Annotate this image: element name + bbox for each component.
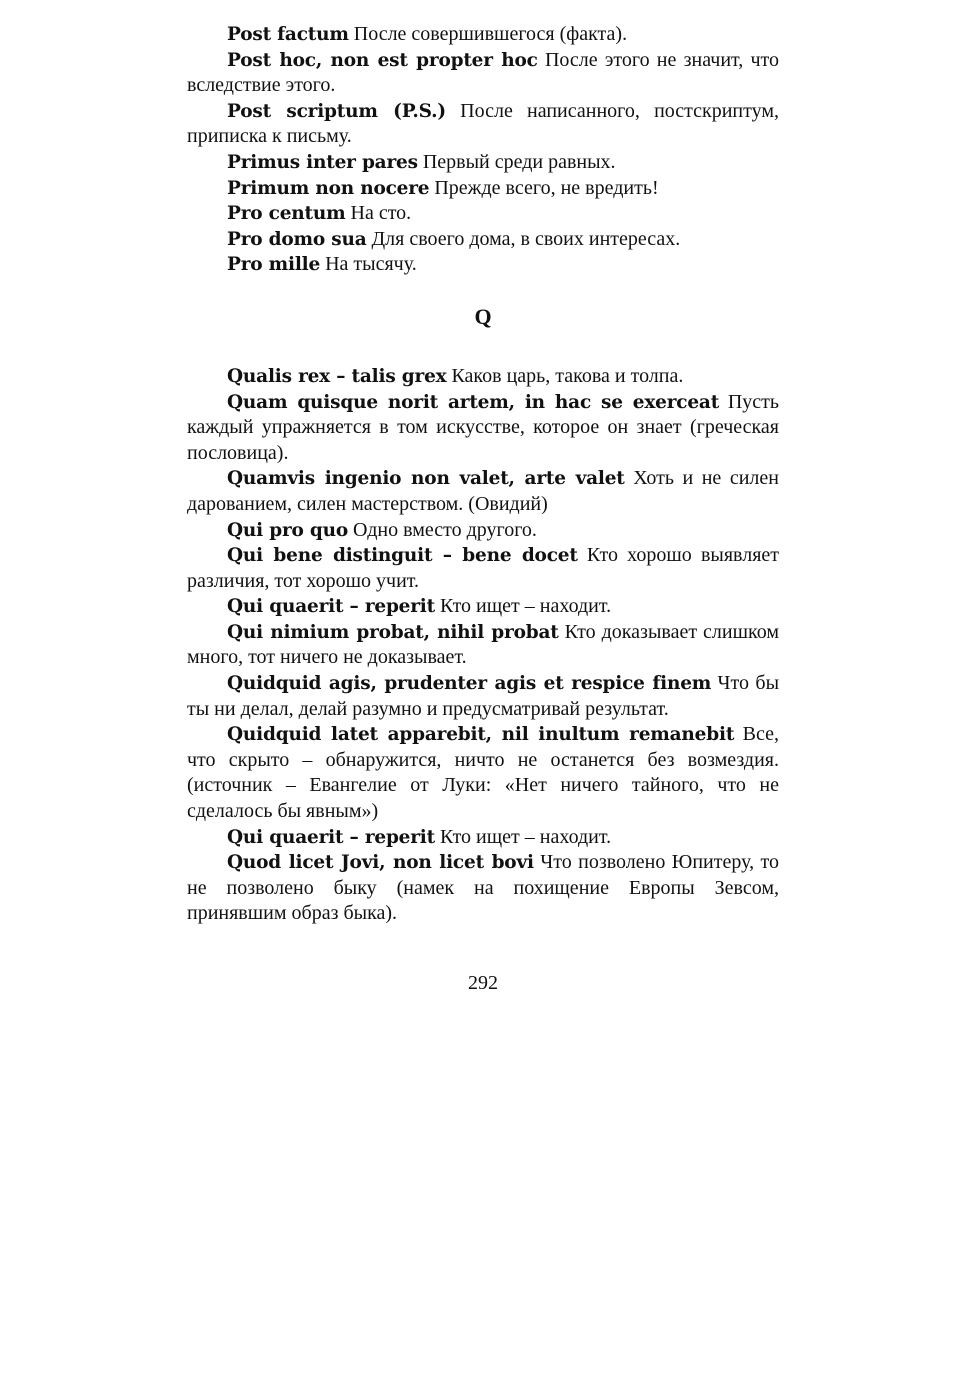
list-item: [187, 150, 779, 176]
entry-term: Qui quaerit – reperit: [227, 596, 435, 618]
list-item: [187, 722, 779, 824]
entry-definition: Кто доказывает слишком много, тот ничего не доказывает.: [187, 620, 779, 669]
entry-definition: Что позволено Юпитеру, то не позволено быку (намек на похищение Европы Зевсом, принявшим образ быка).: [187, 851, 779, 925]
entry-definition: Кто ищет – находит.: [439, 825, 612, 848]
entry-definition: Первый среди равных.: [422, 150, 616, 173]
page-content: [187, 22, 779, 927]
entry-term: Quamvis ingenio non valet, arte valet: [227, 468, 625, 490]
entry-definition: Кто хорошо выявляет различия, тот хорошо учит.: [187, 544, 780, 592]
entry-definition: Прежде всего, не вредить!: [434, 176, 659, 199]
entry-term: Qui bene distinguit – bene docet: [227, 545, 578, 567]
page-number: 292: [468, 972, 498, 994]
entry-term: Quidquid agis, prudenter agis et respice finem: [227, 673, 712, 695]
entry-term: Qui nimium probat, nihil probat: [227, 621, 559, 643]
list-item: [187, 22, 779, 48]
list-item: [187, 48, 779, 99]
list-item: [187, 364, 779, 390]
list-item: [187, 466, 779, 517]
list-item: [187, 671, 779, 722]
list-item: [187, 594, 779, 620]
entry-term: Post hoc, non est propter hoc: [227, 49, 538, 71]
entry-term: Pro domo sua: [227, 228, 367, 250]
entry-definition: Все, что скрыто – обнаружится, ничто не останется без возмездия. (источник – Евангелие от Луки: «Нет ничего тайного, что не сделалось бы явным»): [187, 723, 780, 823]
list-item: [187, 825, 779, 851]
entry-definition: Кто ищет – находит.: [439, 595, 612, 618]
entry-definition: После написанного, постскриптум, приписка к письму.: [187, 99, 779, 148]
list-item: [187, 620, 779, 671]
entry-definition: Что бы ты ни делал, делай разумно и предусматривай результат.: [187, 672, 780, 720]
entry-term: Post factum: [227, 24, 349, 45]
list-item: [187, 227, 779, 253]
entry-definition: Для своего дома, в своих интересах.: [371, 227, 681, 250]
entry-term: Pro centum: [227, 203, 346, 225]
entry-term: Qui pro quo: [227, 519, 349, 541]
entry-term: Primum non nocere: [227, 177, 430, 199]
entry-term: Qualis rex – talis grex: [227, 365, 447, 387]
entry-definition: Хоть и не силен дарованием, силен мастерством. (Овидий): [187, 467, 779, 515]
entry-definition: Каков царь, такова и толпа.: [451, 364, 684, 387]
entry-term: Pro mille: [227, 254, 321, 276]
list-item: [187, 252, 779, 278]
list-item: [187, 518, 779, 544]
entry-definition: На сто.: [350, 202, 412, 225]
list-item: [187, 176, 779, 202]
list-item: [187, 390, 779, 467]
section-heading: Q: [474, 303, 492, 329]
entry-definition: Одно вместо другого.: [353, 518, 537, 541]
entry-term: Quod licet Jovi, non licet bovi: [227, 852, 534, 874]
entry-definition: Пусть каждый упражняется в том искусстве, которое он знает (греческая пословица).: [187, 390, 779, 464]
list-item: [187, 99, 779, 150]
entry-term: Quam quisque norit artem, in hac se exerceat: [227, 391, 720, 413]
entry-definition: После этого не значит, что вследствие этого.: [187, 48, 780, 97]
entry-term: Qui quaerit – reperit: [227, 826, 435, 848]
list-item: [187, 201, 779, 227]
entry-term: Post scriptum (P.S.): [227, 100, 446, 122]
list-item: [187, 850, 779, 927]
entry-term: Quidquid latet apparebit, nil inultum remanebit: [227, 724, 735, 746]
entry-term: Primus inter pares: [227, 151, 418, 173]
list-item: [187, 543, 779, 594]
entry-definition: После совершившегося (факта).: [353, 23, 628, 45]
entry-definition: На тысячу.: [325, 253, 417, 276]
